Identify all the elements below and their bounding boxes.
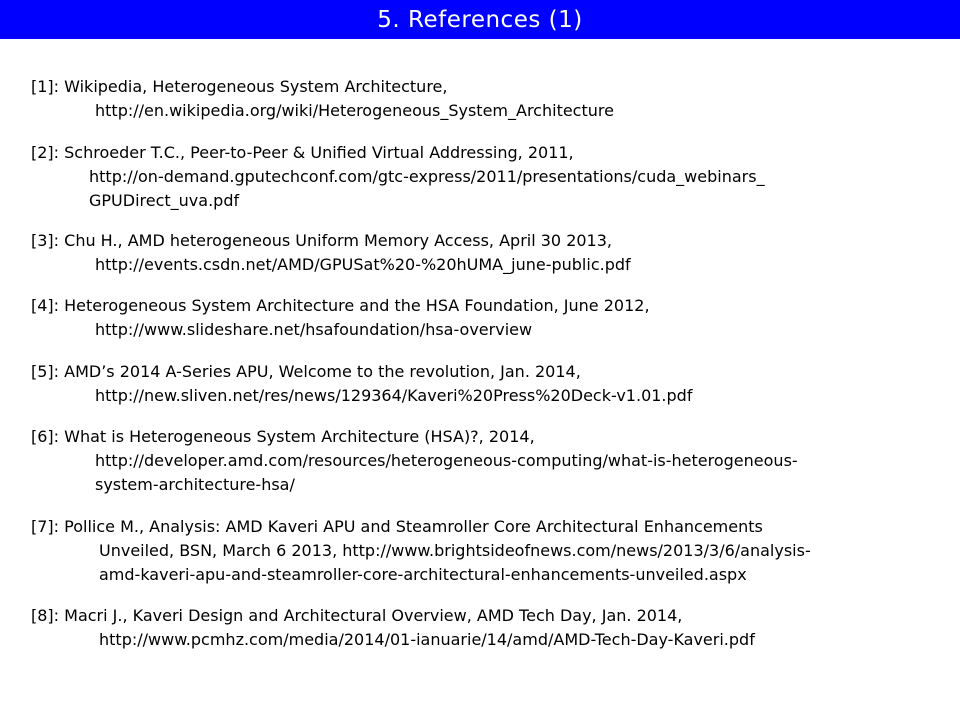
reference-citation: [4]: Heterogeneous System Architecture and the HSA Foundation, June 2012, <box>31 296 650 315</box>
reference-url-continued[interactable]: GPUDirect_uva.pdf <box>89 191 240 210</box>
reference-item-4 <box>31 294 956 342</box>
title-bar <box>0 0 960 39</box>
reference-list <box>31 75 956 652</box>
reference-url[interactable]: http://en.wikipedia.org/wiki/Heterogeneous_System_Architecture <box>95 101 614 120</box>
reference-item-1 <box>31 75 956 123</box>
reference-url[interactable]: http://new.sliven.net/res/news/129364/Kaveri%20Press%20Deck-v1.01.pdf <box>95 386 693 405</box>
reference-url[interactable]: http://www.slideshare.net/hsafoundation/hsa-overview <box>95 320 533 339</box>
reference-url[interactable]: http://www.pcmhz.com/media/2014/01-ianuarie/14/amd/AMD-Tech-Day-Kaveri.pdf <box>99 630 755 649</box>
reference-citation: [7]: Pollice M., Analysis: AMD Kaveri APU and Steamroller Core Architectural Enhancements <box>31 517 763 536</box>
reference-item-8 <box>31 604 956 652</box>
reference-item-6 <box>31 425 956 497</box>
reference-citation: [2]: Schroeder T.C., Peer-to-Peer & Unified Virtual Addressing, 2011, <box>31 143 574 162</box>
reference-citation-continued[interactable]: Unveiled, BSN, March 6 2013, http://www.brightsideofnews.com/news/2013/3/6/analysis- <box>99 541 811 560</box>
reference-item-7 <box>31 515 956 587</box>
reference-item-3 <box>31 229 956 277</box>
reference-url[interactable]: http://on-demand.gputechconf.com/gtc-express/2011/presentations/cuda_webinars_ <box>89 167 765 186</box>
reference-citation: [1]: Wikipedia, Heterogeneous System Architecture, <box>31 77 448 96</box>
reference-item-5 <box>31 360 956 408</box>
slide-title: 5. References (1) <box>377 6 583 33</box>
reference-url[interactable]: http://events.csdn.net/AMD/GPUSat%20-%20hUMA_june-public.pdf <box>95 255 631 274</box>
reference-item-2 <box>31 141 956 213</box>
reference-citation: [6]: What is Heterogeneous System Architecture (HSA)?, 2014, <box>31 427 535 446</box>
reference-citation: [3]: Chu H., AMD heterogeneous Uniform Memory Access, April 30 2013, <box>31 231 612 250</box>
reference-citation: [5]: AMD’s 2014 A-Series APU, Welcome to the revolution, Jan. 2014, <box>31 362 581 381</box>
reference-url[interactable]: http://developer.amd.com/resources/heterogeneous-computing/what-is-heterogeneous- <box>95 451 798 470</box>
reference-citation: [8]: Macri J., Kaveri Design and Architectural Overview, AMD Tech Day, Jan. 2014, <box>31 606 683 625</box>
reference-url-continued[interactable]: amd-kaveri-apu-and-steamroller-core-architectural-enhancements-unveiled.aspx <box>99 565 747 584</box>
reference-url-continued[interactable]: system-architecture-hsa/ <box>95 475 295 494</box>
